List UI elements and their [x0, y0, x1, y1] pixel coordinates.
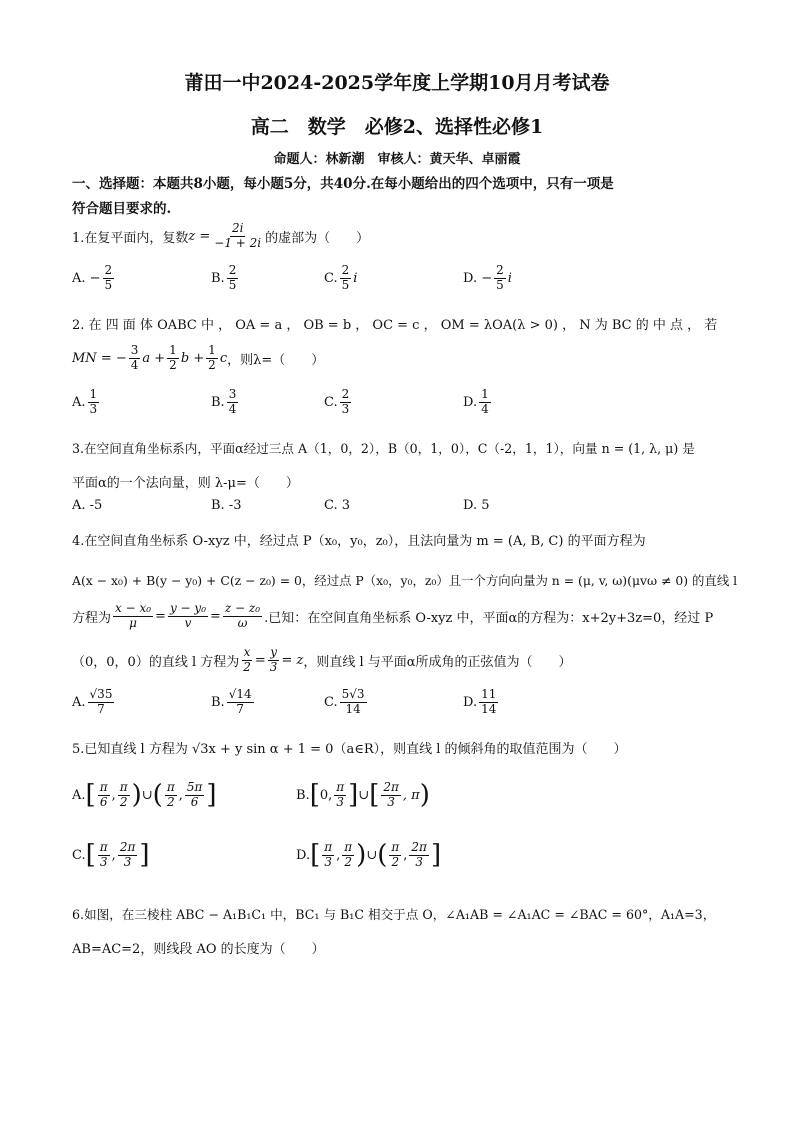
q5-d-a-den: 3 [324, 854, 333, 869]
q1-d-prefix: D. − [463, 270, 493, 286]
q4-option-a[interactable] [72, 688, 116, 717]
q5-a-rbracket: ] [206, 780, 217, 810]
q5-a-rparen: ) [131, 780, 142, 810]
q4-e3-num: z − z₀ [224, 601, 261, 615]
q4-eq1: = [155, 608, 166, 624]
q5-b-b-den: 3 [387, 794, 395, 809]
q1-frac-den: −1 + 2i [214, 235, 262, 250]
q1-b-num: 2 [228, 263, 237, 277]
q5-b-pi: , π [402, 787, 420, 803]
q1-option-a[interactable] [72, 264, 116, 293]
q2-c-prefix: C. [324, 394, 338, 410]
q2-c-den: 3 [341, 401, 350, 416]
q5-b-zero: 0, [319, 787, 333, 803]
q5-b-prefix: B. [296, 787, 310, 803]
q2-f1-num: 3 [130, 343, 139, 357]
q5-c-a-num: π [99, 839, 108, 854]
question-2-line1: 2. 在 四 面 体 OABC 中 ， OA = a ， OB = b ， OC = c ， OM = λOA(λ > 0) ， N 为 BC 的 中 点 ， 若 [72, 318, 718, 333]
q4-e1-den: μ [129, 615, 137, 630]
q5-option-d[interactable]: D. [ $\frac{\pi}{3}$ , $\frac{\pi}{2}$ ) ∪ ( $\frac{\pi}{2}$ , $\frac{2\pi}{3}$ ] [296, 839, 442, 870]
question-4-line4 [72, 646, 572, 675]
q5-c-rbracket: ] [139, 840, 150, 870]
q1-c-suffix: i [353, 270, 358, 286]
q4-option-c[interactable] [324, 688, 369, 717]
q5-a-b-num: π [119, 779, 128, 794]
q4-eq2: = [210, 608, 221, 624]
question-6-line1: 6.如图，在三棱柱 ABC − A₁B₁C₁ 中，BC₁ 与 B₁C 相交于点 O，∠A₁AB = ∠A₁AC = ∠BAC = 60°，A₁A=3， [72, 907, 716, 922]
question-1-stem [72, 222, 369, 251]
question-3-line1: 3.在空间直角坐标系内，平面α经过三点 A（1，0，2），B（0，1，0），C（-2，1，1），向量 n = (1, λ, μ) 是 [72, 441, 695, 456]
q2-d-prefix: D. [463, 394, 478, 410]
q2-f2-num: 1 [169, 343, 177, 357]
q4-g1-den: 2 [243, 659, 251, 674]
question-5-line1: 5.已知直线 l 方程为 √3x + y sin α + 1 = 0（a∈R），则直线 l 的倾斜角的取值范围为（ ） [72, 742, 627, 757]
q2-option-b[interactable] [211, 388, 240, 417]
question-4-line2: A(x − x₀) + B(y − y₀) + C(z − z₀) = 0，经过点 P（x₀，y₀，z₀）且一个方向向量为 n = (μ, v, ω)(μvω ≠ 0) 的直线 l [72, 573, 738, 588]
q1-d-den: 5 [496, 277, 504, 292]
q5-b-lbracket: [ [309, 780, 320, 810]
question-4-line1: 4.在空间直角坐标系 O-xyz 中，经过点 P（x₀，y₀，z₀），且法向量为 m = (A, B, C) 的平面方程为 [72, 534, 646, 549]
q5-a-lbracket: [ [85, 780, 96, 810]
q2-mn-a: MN = − [72, 350, 127, 366]
q5-a-union: ∪ [141, 787, 153, 803]
q5-d-a-num: π [324, 839, 333, 854]
q4-option-b[interactable] [211, 688, 256, 717]
q5-a-prefix: A. [72, 787, 86, 803]
q5-a-d-num: 5π [186, 779, 203, 794]
exam-subtitle: 高二 数学 必修2、选择性必修1 [250, 116, 544, 138]
q1-c-prefix: C. [324, 270, 338, 286]
question-6-line2: AB=AC=2，则线段 AO 的长度为（ ） [72, 942, 325, 957]
q2-b-num: 3 [228, 387, 237, 401]
q1-option-c[interactable] [324, 264, 357, 293]
q1-frac-num: 2i [231, 221, 244, 235]
q5-a-d-den: 6 [190, 794, 199, 809]
q2-option-a[interactable] [72, 388, 101, 417]
q2-c-num: 2 [341, 387, 350, 401]
q1-c-den: 5 [341, 277, 350, 292]
q2-tail: ，则λ=（ ） [227, 352, 325, 368]
q5-b-lbracket2: [ [369, 780, 380, 810]
q4-geq2: = z [281, 652, 304, 668]
q4-b-num: √14 [228, 687, 252, 701]
q5-b-rbracket: ] [348, 780, 359, 810]
q5-c-lbracket: [ [85, 840, 96, 870]
q2-mn-c: b + [180, 350, 205, 366]
q2-mn-b: a + [142, 350, 166, 366]
q1-stem-b: 的虚部为（ ） [265, 230, 370, 246]
q5-c-b-den: 3 [123, 854, 132, 869]
q1-d-suffix: i [507, 270, 512, 286]
q4-g1-num: x [243, 645, 251, 659]
q5-b-union: ∪ [358, 787, 370, 803]
q5-a-lparen2: ( [152, 780, 163, 810]
q4-c-num: 5√3 [341, 687, 365, 701]
q4-l3-a: 方程为 [72, 610, 112, 626]
exam-authors: 命题人：林新潮 审核人：黄天华、卓丽霞 [273, 152, 521, 167]
q1-z-eq: z = [188, 228, 211, 244]
q4-l4-b: ，则直线 l 与平面α所成角的正弦值为（ ） [303, 654, 572, 670]
q5-option-b[interactable] [296, 780, 430, 810]
q5-option-c[interactable]: C. [ $\frac{\pi}{3}$ , $\frac{2\pi}{3}$ ] [72, 839, 150, 870]
q5-d-rparen: ) [356, 840, 367, 870]
q4-b-den: 7 [236, 701, 244, 716]
q5-d-d-den: 3 [415, 854, 423, 869]
question-4-line3 [72, 602, 713, 631]
q5-c-prefix: C. [72, 847, 86, 863]
q2-option-c[interactable] [324, 388, 353, 417]
q2-f3-den: 2 [208, 357, 216, 372]
q5-c-a-den: 3 [99, 854, 108, 869]
q4-d-num: 11 [481, 687, 497, 701]
q4-e2-num: y − y₀ [169, 601, 207, 615]
q5-option-a[interactable]: A. [ $\frac{\pi}{6}$ , $\frac{\pi}{2}$ ) ∪ ( $\frac{\pi}{2}$ , $\frac{5\pi}{6}$ ] [72, 779, 217, 810]
q1-c-num: 2 [341, 263, 350, 277]
q3-option-a[interactable]: A. -5 [72, 498, 103, 513]
q5-d-b-den: 2 [344, 854, 353, 869]
q5-d-c-num: π [391, 839, 400, 854]
q4-c-den: 14 [345, 701, 361, 716]
q2-a-num: 1 [89, 387, 98, 401]
q1-b-den: 5 [228, 277, 237, 292]
q2-f2-den: 2 [169, 357, 177, 372]
q2-d-den: 4 [481, 401, 489, 416]
q4-a-prefix: A. [72, 694, 86, 710]
question-2-line2 [72, 344, 324, 373]
q2-d-num: 1 [481, 387, 489, 401]
q4-e2-den: v [184, 615, 192, 630]
q1-option-d[interactable] [463, 264, 512, 293]
q5-d-rbracket: ] [430, 840, 442, 870]
q5-d-lbracket: [ [310, 840, 321, 870]
q2-option-d[interactable] [463, 388, 493, 417]
q5-d-union: ∪ [366, 847, 378, 863]
q1-a-num: 2 [104, 263, 113, 277]
exam-title: 莆田一中2024-2025学年度上学期10月月考试卷 [184, 72, 610, 94]
q5-d-prefix: D. [296, 847, 311, 863]
q3-option-d[interactable]: D. 5 [463, 498, 490, 513]
q5-a-c-num: π [166, 779, 175, 794]
q2-f3-num: 1 [208, 343, 216, 357]
q5-b-a-num: π [336, 779, 345, 794]
q5-d-lparen2: ( [377, 840, 388, 870]
q5-a-a-den: 6 [99, 794, 108, 809]
q4-l4-a: （0，0，0）的直线 l 方程为 [72, 654, 240, 670]
q5-c-b-num: 2π [119, 839, 136, 854]
q1-d-num: 2 [496, 263, 504, 277]
q4-d-prefix: D. [463, 694, 478, 710]
q5-b-rparen: ) [419, 780, 430, 810]
q5-b-b-num: 2π [383, 779, 399, 794]
q5-b-a-den: 3 [336, 794, 345, 809]
q1-stem-a: 1.在复平面内，复数 [72, 230, 189, 246]
q1-a-den: 5 [104, 277, 113, 292]
q1-b-prefix: B. [211, 270, 225, 286]
question-3-line2: 平面α的一个法向量，则 λ-μ=（ ） [72, 476, 299, 491]
q2-a-prefix: A. [72, 394, 86, 410]
q2-b-den: 4 [228, 401, 237, 416]
q4-option-d[interactable] [463, 688, 500, 717]
section-heading-line2: 符合题目要求的. [72, 201, 172, 217]
q4-g2-den: 3 [269, 659, 278, 674]
q4-c-prefix: C. [324, 694, 338, 710]
q5-a-a-num: π [99, 779, 108, 794]
q4-e3-den: ω [237, 615, 248, 630]
q5-d-d-num: 2π [411, 839, 427, 854]
q4-a-num: √35 [89, 687, 113, 701]
q5-d-b-num: π [344, 839, 353, 854]
q4-a-den: 7 [97, 701, 105, 716]
q2-f1-den: 4 [130, 357, 139, 372]
q2-b-prefix: B. [211, 394, 225, 410]
q2-mn-d: c [219, 350, 228, 366]
q2-a-den: 3 [89, 401, 98, 416]
q4-d-den: 14 [481, 701, 497, 716]
q4-e1-num: x − x₀ [115, 601, 152, 615]
q5-a-c-den: 2 [166, 794, 175, 809]
q3-option-c[interactable]: C. 3 [324, 498, 351, 513]
section-heading-line1: 一、选择题：本题共8小题，每小题5分，共40分.在每小题给出的四个选项中，只有一项是 [72, 176, 614, 192]
q1-option-b[interactable] [211, 264, 240, 293]
q5-a-b-den: 2 [119, 794, 128, 809]
q4-g2-num: y [270, 645, 277, 659]
q1-fraction [212, 222, 263, 251]
q4-b-prefix: B. [211, 694, 225, 710]
q4-geq: = [254, 652, 266, 668]
q5-d-c-den: 2 [391, 854, 400, 869]
q3-option-b[interactable]: B. -3 [211, 498, 242, 513]
q4-l3-b: .已知：在空间直角坐标系 O-xyz 中，平面α的方程为：x+2y+3z=0，经过 P [264, 610, 714, 626]
q1-a-prefix: A. − [72, 270, 101, 286]
